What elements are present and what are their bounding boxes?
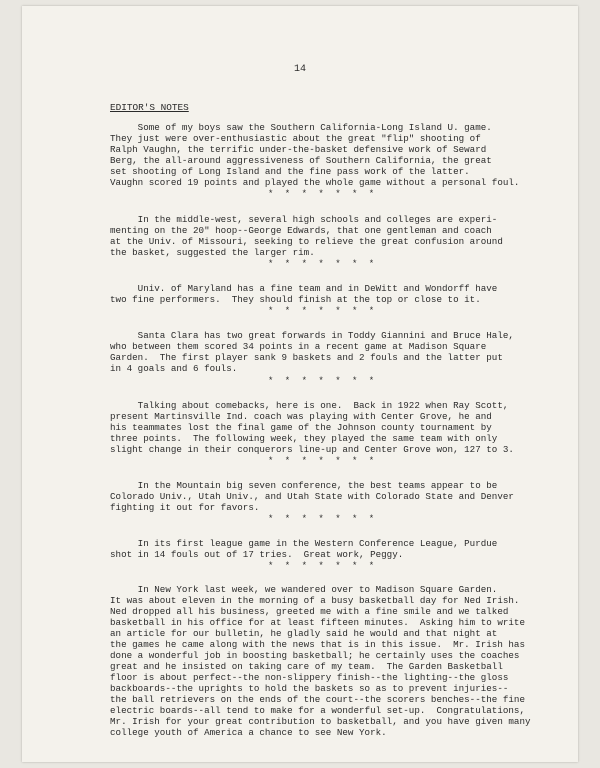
paragraph-line: done a wonderful job in boosting basketball; he certainly uses the coaches [110, 650, 520, 661]
paragraph-line: basketball in his office for at least fifteen minutes. Asking him to write [110, 617, 526, 628]
paragraph-7 [110, 538, 550, 560]
paragraph-line: college youth of America a chance to see New York. [110, 727, 387, 738]
document-page [22, 6, 578, 762]
paragraph-line: electric boards--all tend to make for a wonderful set-up. Congratulations, [110, 705, 526, 716]
paragraph-line: They just were over-enthusiastic about the great "flip" shooting of [110, 133, 481, 144]
paragraph-8 [110, 584, 550, 738]
page-number: 14 [294, 64, 307, 75]
paragraph-line: the ball retrievers on the ends of the court--the scorers benches--the fine [110, 694, 526, 705]
paragraph-6 [110, 480, 550, 513]
paragraph-line: in 4 goals and 6 fouls. [110, 363, 238, 374]
paragraph-line: great and he insisted on taking care of my team. The Garden Basketball [110, 661, 503, 672]
paragraph-line: Ralph Vaughn, the terrific under-the-basket defensive work of Seward [110, 144, 487, 155]
separator-stars: * * * * * * * [268, 259, 378, 269]
paragraph-line: at the Univ. of Missouri, seeking to relieve the great confusion around [110, 236, 503, 247]
paragraph-line: the basket, suggested the larger rim. [110, 247, 315, 258]
paragraph-line: In its first league game in the Western Conference League, Purdue [110, 538, 498, 549]
paragraph-1 [110, 122, 550, 188]
paragraph-line: his teammates lost the final game of the Johnson county tournament by [110, 422, 492, 433]
paragraph-line: Some of my boys saw the Southern California-Long Island U. game. [110, 122, 492, 133]
separator-stars: * * * * * * * [268, 456, 378, 466]
paragraph-line: set shooting of Long Island and the fine pass work of the latter. [110, 166, 470, 177]
paragraph-line: backboards--the uprights to hold the baskets so as to prevent injuries-- [110, 683, 509, 694]
paragraph-line: Berg, the all-around aggressiveness of Southern California, the great [110, 155, 492, 166]
paragraph-line: Univ. of Maryland has a fine team and in DeWitt and Wondorff have [110, 283, 498, 294]
paragraph-2 [110, 214, 550, 258]
paragraph-line: Colorado Univ., Utah Univ., and Utah State with Colorado State and Denver [110, 491, 514, 502]
paragraph-line: Santa Clara has two great forwards in Toddy Giannini and Bruce Hale, [110, 330, 514, 341]
paragraph-3 [110, 283, 550, 305]
paragraph-4 [110, 330, 550, 374]
paragraph-line: menting on the 20" hoop--George Edwards, that one gentleman and coach [110, 225, 492, 236]
heading-editors-notes: EDITOR'S NOTES [110, 102, 189, 113]
paragraph-line: Vaughn scored 19 points and played the whole game without a personal foul. [110, 177, 520, 188]
separator-stars: * * * * * * * [268, 561, 378, 571]
separator-stars: * * * * * * * [268, 514, 378, 524]
paragraph-line: three points. The following week, they played the same team with only [110, 433, 498, 444]
paragraph-line: Garden. The first player sank 9 baskets and 2 fouls and the latter put [110, 352, 503, 363]
paragraph-line: floor is about perfect--the non-slippery finish--the lighting--the gloss [110, 672, 509, 683]
paragraph-line: who between them scored 34 points in a recent game at Madison Square [110, 341, 487, 352]
paragraph-line: In the middle-west, several high schools and colleges are experi- [110, 214, 498, 225]
separator-stars: * * * * * * * [268, 376, 378, 386]
paragraph-line: an article for our bulletin, he gladly said he would and that night at [110, 628, 498, 639]
paragraph-line: fighting it out for favors. [110, 502, 260, 513]
paragraph-line: two fine performers. They should finish at the top or close to it. [110, 294, 481, 305]
paragraph-line: It was about eleven in the morning of a busy basketball day for Ned Irish. [110, 595, 520, 606]
paragraph-line: Mr. Irish for your great contribution to basketball, and you have given many [110, 716, 531, 727]
paragraph-line: slight change in their conquerors line-up and Center Grove won, 127 to 3. [110, 444, 514, 455]
paragraph-line: the games he came along with the news that is in this issue. Mr. Irish has [110, 639, 526, 650]
paragraph-line: shot in 14 fouls out of 17 tries. Great work, Peggy. [110, 549, 404, 560]
paragraph-line: In New York last week, we wandered over to Madison Square Garden. [110, 584, 498, 595]
paragraph-line: present Martinsville Ind. coach was playing with Center Grove, he and [110, 411, 492, 422]
paragraph-line: In the Mountain big seven conference, the best teams appear to be [110, 480, 498, 491]
paragraph-5 [110, 400, 550, 455]
separator-stars: * * * * * * * [268, 306, 378, 316]
paragraph-line: Talking about comebacks, here is one. Back in 1922 when Ray Scott, [110, 400, 509, 411]
paragraph-line: Ned dropped all his business, greeted me with a fine smile and we talked [110, 606, 509, 617]
separator-stars: * * * * * * * [268, 189, 378, 199]
